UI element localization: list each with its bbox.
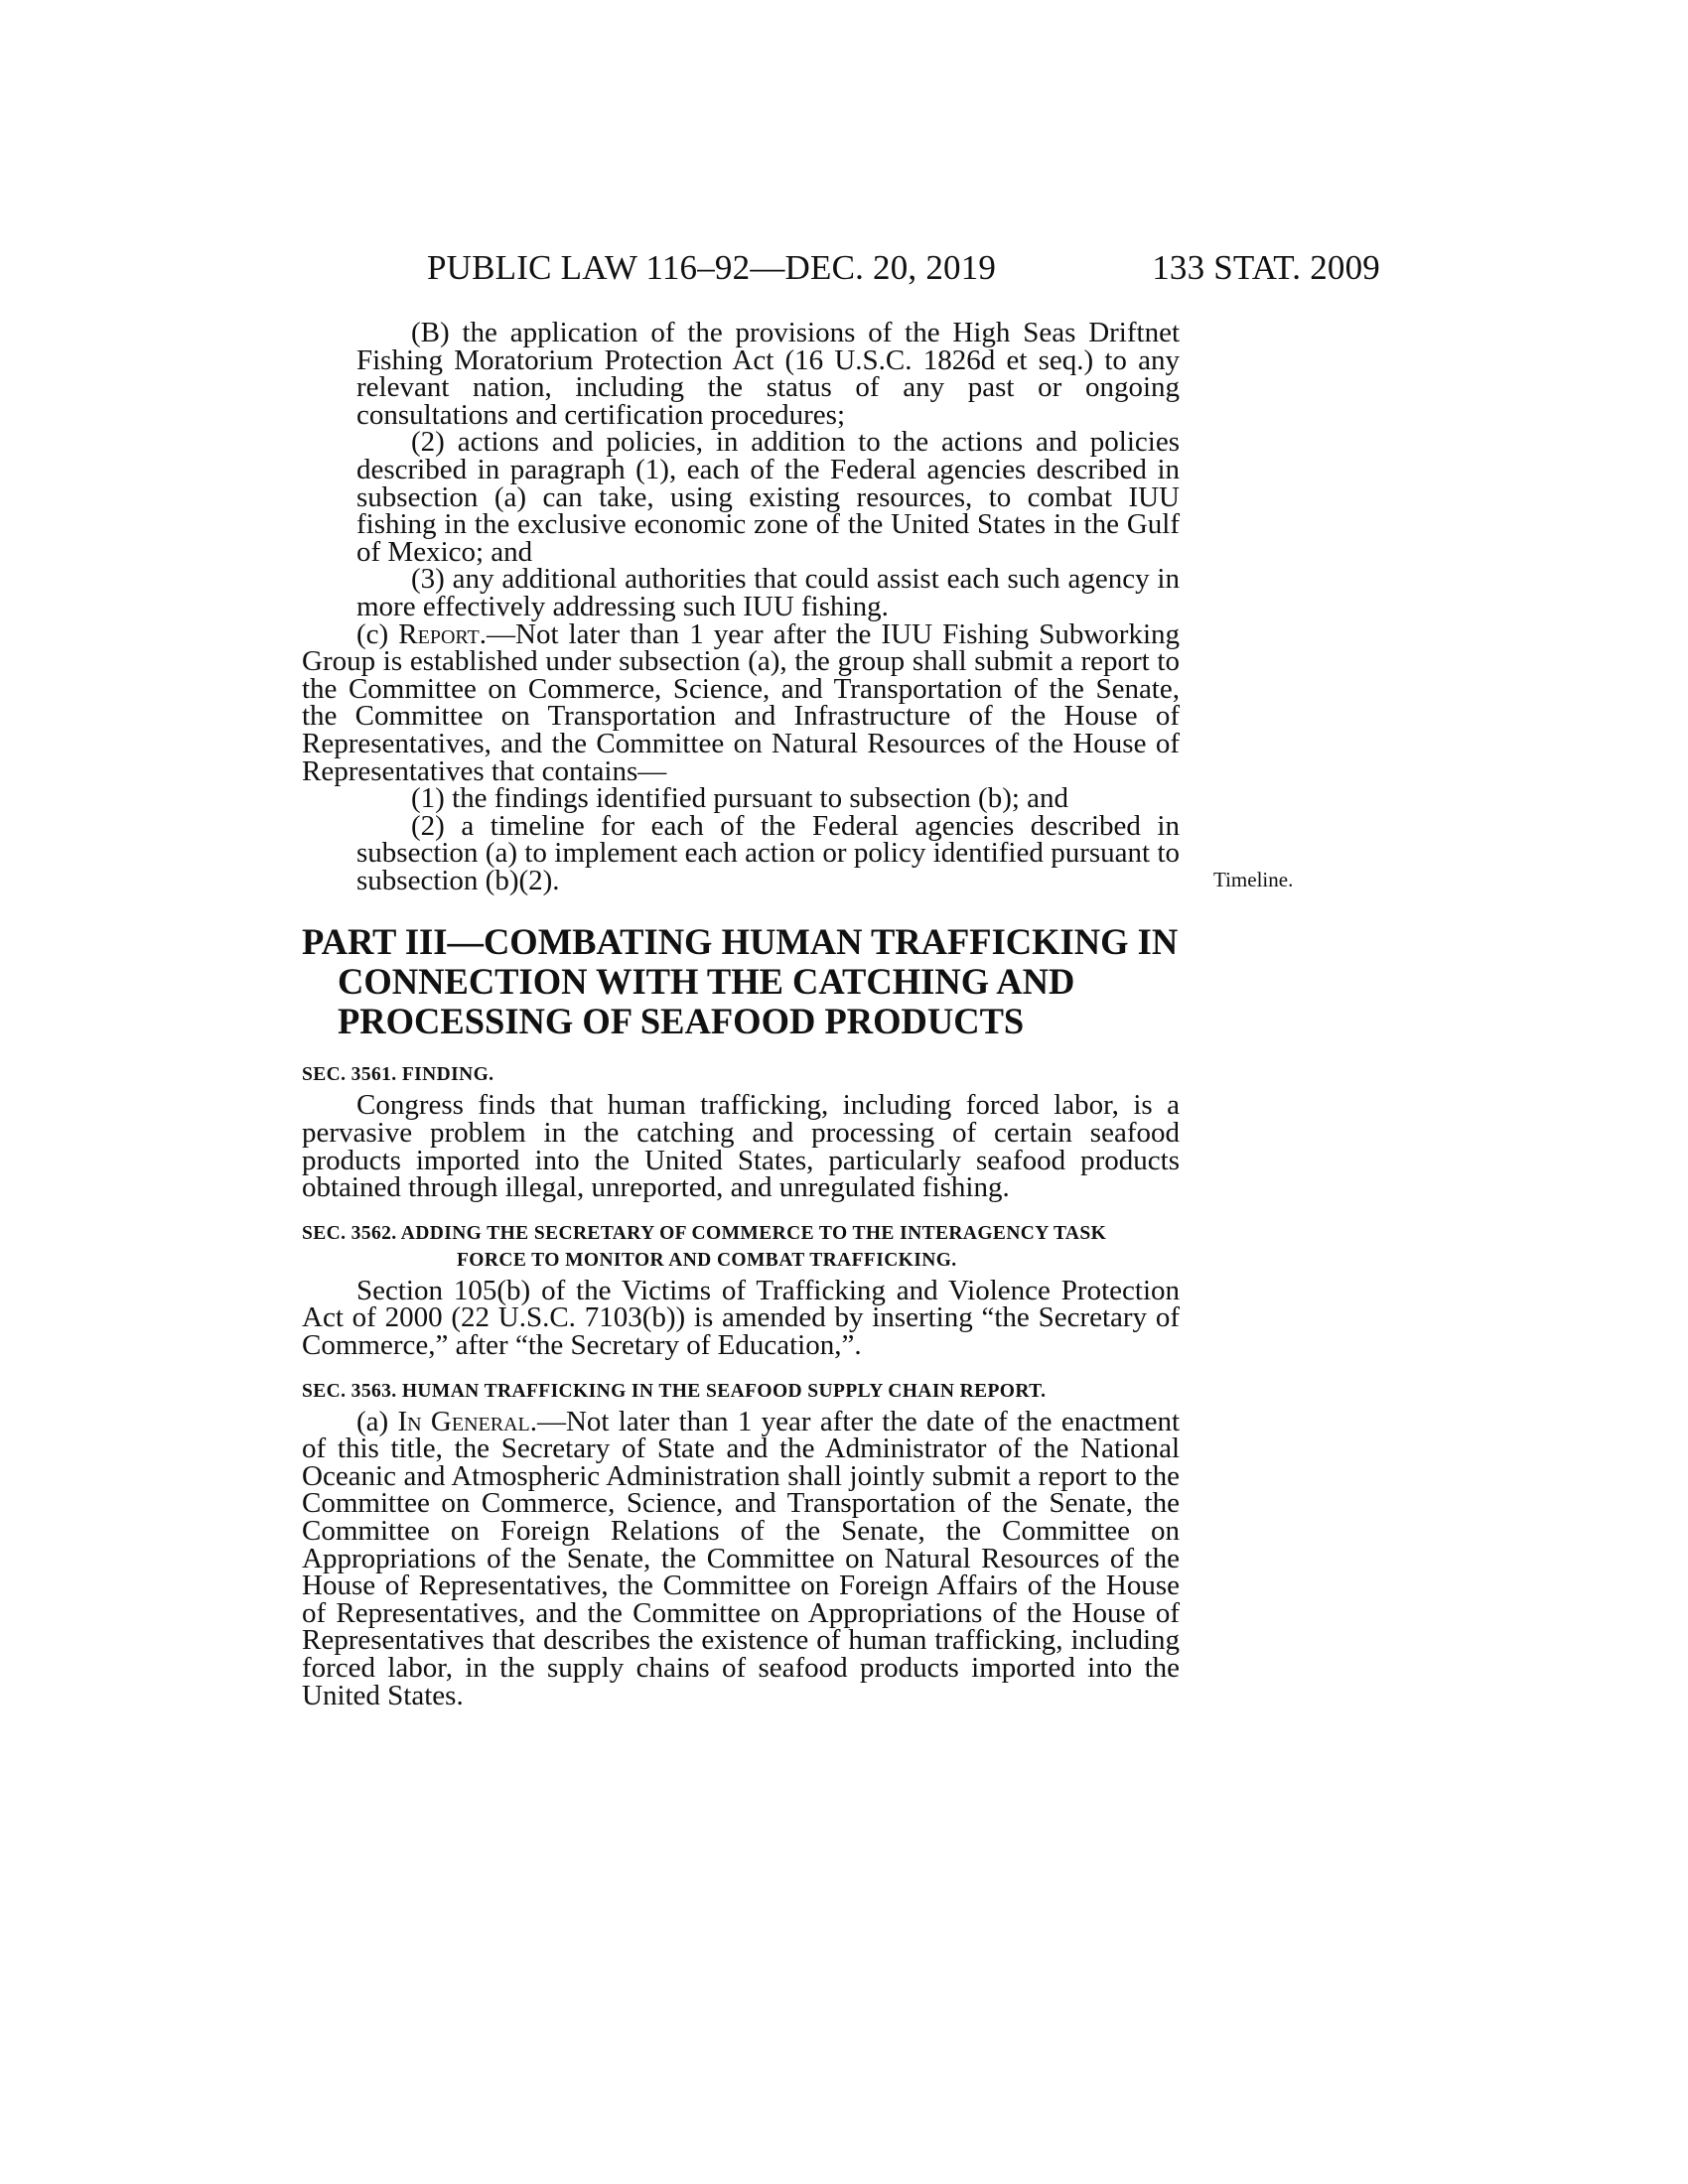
running-head-title: PUBLIC LAW 116–92—DEC. 20, 2019	[427, 248, 997, 287]
margin-note-timeline: Timeline.	[1213, 868, 1294, 891]
section-3562-text: Section 105(b) of the Victims of Trafficking and Violence Protection Act of 2000 (22 U.S.C. 7103(b)) is amended by inserting “the Secretary of Commerce,” after “the Secretary of Education,”.	[302, 1274, 1180, 1362]
page-reference: 133 STAT. 2009	[1152, 248, 1380, 287]
paragraph-3: (3) any additional authorities that could assist each such agency in more effectively addressing such IUU fishing.	[356, 563, 1180, 622]
part-heading: PART III—COMBATING HUMAN TRAFFICKING IN CONNECTION WITH THE CATCHING AND PROCESSING OF SEAFOOD PRODUCTS	[302, 921, 1179, 1042]
subsection-a-label: (a)	[356, 1405, 398, 1437]
section-3561-heading: SEC. 3561. FINDING.	[302, 1064, 494, 1086]
paragraph-b1: (B) the application of the provisions of the High Seas Driftnet Fishing Moratorium Protection Act (16 U.S.C. 1826d et seq.) to any relevant nation, including the status of any past or ongoing consultations and certification procedures;	[356, 317, 1180, 431]
subsection-c-label: (c)	[356, 617, 399, 650]
paragraph-2: (2) actions and policies, in addition to the actions and policies described in paragraph (1), each of the Federal agencies described in subsection (a) can take, using existing resources, to combat IUU fishing in the exclusive economic zone of the United States in the Gulf of Mexico; and	[356, 426, 1180, 568]
section-3562-heading: SEC. 3562. ADDING THE SECRETARY OF COMMERCE TO THE INTERAGENCY TASK FORCE TO MONITOR AND COMBAT TRAFFICKING.	[302, 1222, 1107, 1271]
subsection-c-text: .—Not later than 1 year after the IUU Fishing Subworking Group is established under subsection (a), the group shall submit a report to the Committee on Commerce, Science, and Transportation of the Senate, the Committee on Transportation and Infrastructure of the House of Representatives, and the Committee on Natural Resources of the House of Representatives that contains—	[302, 617, 1181, 787]
section-3563-heading: SEC. 3563. HUMAN TRAFFICKING IN THE SEAFOOD SUPPLY CHAIN REPORT.	[302, 1380, 1047, 1402]
subsection-c-item-1: (1) the findings identified pursuant to subsection (b); and	[411, 782, 1069, 815]
subsection-c-heading: Report	[398, 617, 480, 650]
document-body	[302, 317, 1181, 1711]
subsection-a-text: .—Not later than 1 year after the date of the enactment of this title, the Secretary of State and the Administrator of the National Oceanic and Atmospheric Administration shall jointly submit a report to the Committee on Commerce, Science, and Transportation of the Senate, the Committee on Foreign Relations of the Senate, the Committee on Appropriations of the Senate, the Committee on Natural Resources of the House of Representatives, the Committee on Foreign Affairs of the House of Representatives, and the Committee on Appropriations of the House of Representatives that describes the existence of human trafficking, including forced labor, in the supply chains of seafood products imported into the United States.	[302, 1405, 1181, 1711]
subsection-a-heading: In General	[397, 1405, 530, 1437]
subsection-c	[302, 617, 1181, 787]
subsection-c-item-2: (2) a timeline for each of the Federal agencies described in subsection (a) to implement each action or policy identified pursuant to subsection (b)(2).	[356, 809, 1180, 896]
section-3561-text: Congress finds that human trafficking, including forced labor, is a pervasive problem in the catching and processing of certain seafood products imported into the United States, particularly seafood products obtained through illegal, unreported, and unregulated fishing.	[302, 1089, 1180, 1204]
subsection-a	[302, 1405, 1181, 1711]
